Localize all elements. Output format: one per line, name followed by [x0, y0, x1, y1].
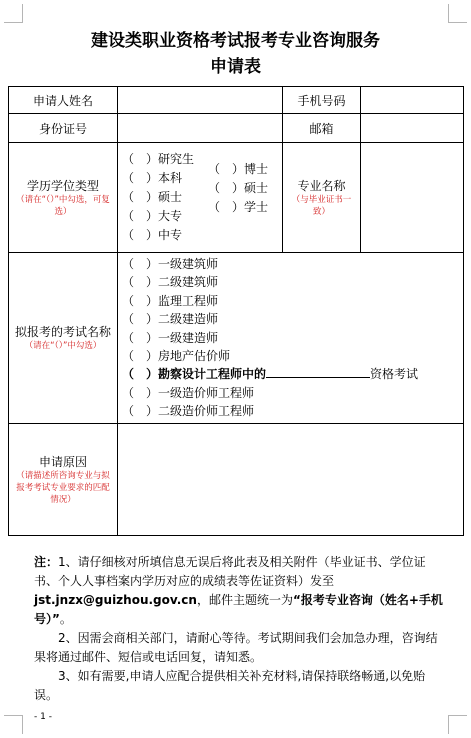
exam-option-supervision-engineer[interactable]: （ ）监理工程师 — [122, 293, 219, 308]
education-options-left — [122, 150, 194, 245]
reason-cell — [9, 423, 118, 535]
document-title: 建设类职业资格考试报考专业咨询服务 — [91, 31, 380, 51]
crop-mark-bottom-right — [448, 715, 467, 734]
edu-option-technical-secondary[interactable]: （ ）中专 — [122, 228, 183, 242]
exam-option-architect-1[interactable]: （ ）一级建筑师 — [122, 257, 219, 271]
contact-email[interactable]: jst.jnzx@guizhou.gov.cn — [34, 593, 197, 607]
edu-option-bachelor[interactable]: （ ）本科 — [122, 171, 183, 185]
exam-name-hint: （请在“（）”中勾选） — [24, 341, 102, 352]
education-type-cell — [9, 143, 118, 253]
note-2: 2、因需会商相关部门，请耐心等待。考试期间我们会加急办理，咨询结果将通过邮件、短信或电话回复，请知悉。 — [34, 631, 438, 664]
education-type-hint: （请在“（）”中勾选，可复选） — [16, 195, 110, 217]
reason-hint: （请描述所咨询专业与拟报考考试专业要求的匹配情况） — [16, 470, 110, 505]
reason-field[interactable] — [118, 423, 464, 535]
exam-name-cell — [9, 253, 118, 424]
education-options-cell — [118, 143, 283, 253]
degree-option-master[interactable]: （ ）硕士 — [208, 181, 269, 195]
page-number: - 1 - — [34, 712, 52, 722]
notes-section — [34, 553, 448, 705]
major-name-label: 专业名称 — [297, 179, 346, 193]
note-1-end: 。 — [59, 612, 72, 626]
edu-option-graduate[interactable]: （ ）研究生 — [122, 152, 195, 166]
note-1 — [34, 553, 448, 629]
id-number-label: 身份证号 — [9, 114, 118, 143]
note-1-mid: ，邮件主题统一为 — [196, 593, 293, 607]
exam-option-cost-engineer-2[interactable]: （ ）二级造价师工程师 — [122, 404, 255, 419]
name-label: 申请人姓名 — [9, 87, 118, 114]
exam-option-real-estate-appraiser[interactable]: （ ）房地产估价师 — [122, 349, 231, 364]
major-name-cell — [283, 143, 361, 253]
edu-option-master[interactable]: （ ）硕士 — [122, 190, 183, 204]
survey-design-suffix: 资格考试 — [370, 367, 419, 382]
survey-design-prefix: （ ）勘察设计工程师中的 — [122, 367, 267, 382]
application-form-table — [8, 86, 464, 536]
id-number-field[interactable] — [118, 114, 283, 143]
crop-mark-top-right — [448, 4, 467, 23]
edu-option-junior-college[interactable]: （ ）大专 — [122, 209, 183, 223]
note-lead: 注： — [34, 555, 59, 569]
email-field[interactable] — [361, 114, 464, 143]
major-name-field[interactable] — [361, 143, 464, 253]
reason-label: 申请原因 — [38, 454, 87, 469]
name-field[interactable] — [118, 87, 283, 114]
exam-option-cost-engineer-1[interactable]: （ ）一级造价师工程师 — [122, 385, 255, 400]
degree-option-doctor[interactable]: （ ）博士 — [208, 162, 269, 176]
crop-mark-top-left — [4, 4, 23, 23]
phone-label: 手机号码 — [283, 87, 361, 114]
education-type-label: 学历学位类型 — [26, 179, 99, 193]
exam-name-label: 拟报考的考试名称 — [14, 325, 111, 340]
degree-options-right — [208, 150, 268, 217]
exam-options-cell — [118, 253, 464, 424]
exam-option-architect-2[interactable]: （ ）二级建筑师 — [122, 275, 219, 290]
exam-option-survey-design-engineer[interactable] — [122, 365, 459, 383]
email-subject-format: “报考专业咨询（姓名+手机号）” — [34, 593, 443, 626]
exam-option-constructor-1[interactable]: （ ）一级建造师 — [122, 330, 219, 345]
document-subtitle: 申请表 — [210, 57, 261, 77]
crop-mark-bottom-left — [4, 715, 23, 734]
survey-design-blank[interactable] — [266, 365, 370, 378]
note-1-text: 1、请仔细核对所填信息无误后将此表及相关附件（毕业证书、学位证书、个人人事档案内学历对应的成绩表等佐证资料）发至 — [34, 555, 426, 588]
degree-option-bachelor[interactable]: （ ）学士 — [208, 200, 269, 214]
major-name-hint: （与毕业证书一致） — [291, 195, 352, 217]
phone-field[interactable] — [361, 87, 464, 114]
note-3: 3、如有需要,申请人应配合提供相关补充材料,请保持联络畅通,以免贻误。 — [34, 669, 426, 702]
email-label: 邮箱 — [283, 114, 361, 143]
exam-option-constructor-2[interactable]: （ ）二级建造师 — [122, 312, 219, 327]
